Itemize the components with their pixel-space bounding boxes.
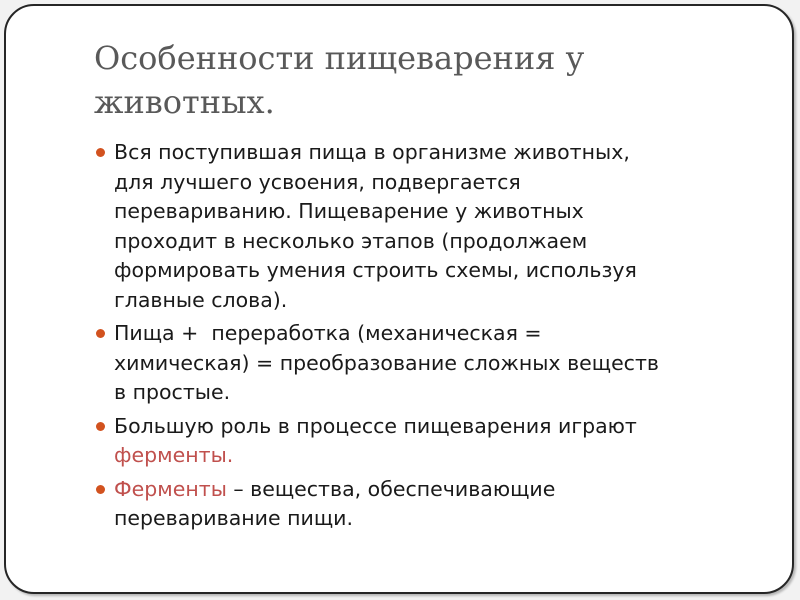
item-4-accent-term: Ферменты: [114, 476, 227, 501]
item-1-line-4: проходит в несколько этапов (продолжаем: [114, 228, 588, 253]
item-1-line-6: главные слова).: [114, 287, 288, 312]
bullet-list: [96, 138, 756, 538]
bullet-dot-icon: [96, 485, 105, 494]
bullet-dot-icon: [96, 148, 105, 157]
bullet-item-2: [96, 319, 756, 408]
bullet-dot-icon: [96, 422, 105, 431]
bullet-item-1: [96, 138, 756, 315]
item-1-line-5: формировать умения строить схемы, используя: [114, 258, 637, 282]
item-3-line-1: Большую роль в процессе пищеварения играют: [114, 413, 637, 438]
item-1-line-1: Вся поступившая пища в организме животных,: [114, 140, 630, 164]
item-2-line-3: в простые.: [114, 380, 231, 404]
item-1-line-3: перевариванию. Пищеварение у животных: [114, 199, 584, 223]
item-4-line-1: [114, 475, 756, 505]
title-line-1: Особенности пищеварения у: [94, 39, 585, 77]
item-2-line-2: химическая) = преобразование сложных веществ: [114, 350, 659, 375]
slide-title: [94, 36, 734, 124]
bullet-dot-icon: [96, 329, 105, 338]
title-line-2: животных.: [94, 83, 275, 121]
item-2-line-1: Пища + переработка (механическая =: [114, 321, 542, 345]
bullet-item-4: [96, 475, 756, 534]
item-4-line-2: переваривание пищи.: [114, 506, 353, 530]
bullet-item-3: [96, 412, 756, 471]
item-4-definition: – вещества, обеспечивающие: [226, 476, 556, 501]
slide-frame: [4, 4, 794, 594]
item-3-accent-term: ферменты.: [114, 443, 234, 467]
item-1-line-2: для лучшего усвоения, подвергается: [114, 169, 521, 194]
